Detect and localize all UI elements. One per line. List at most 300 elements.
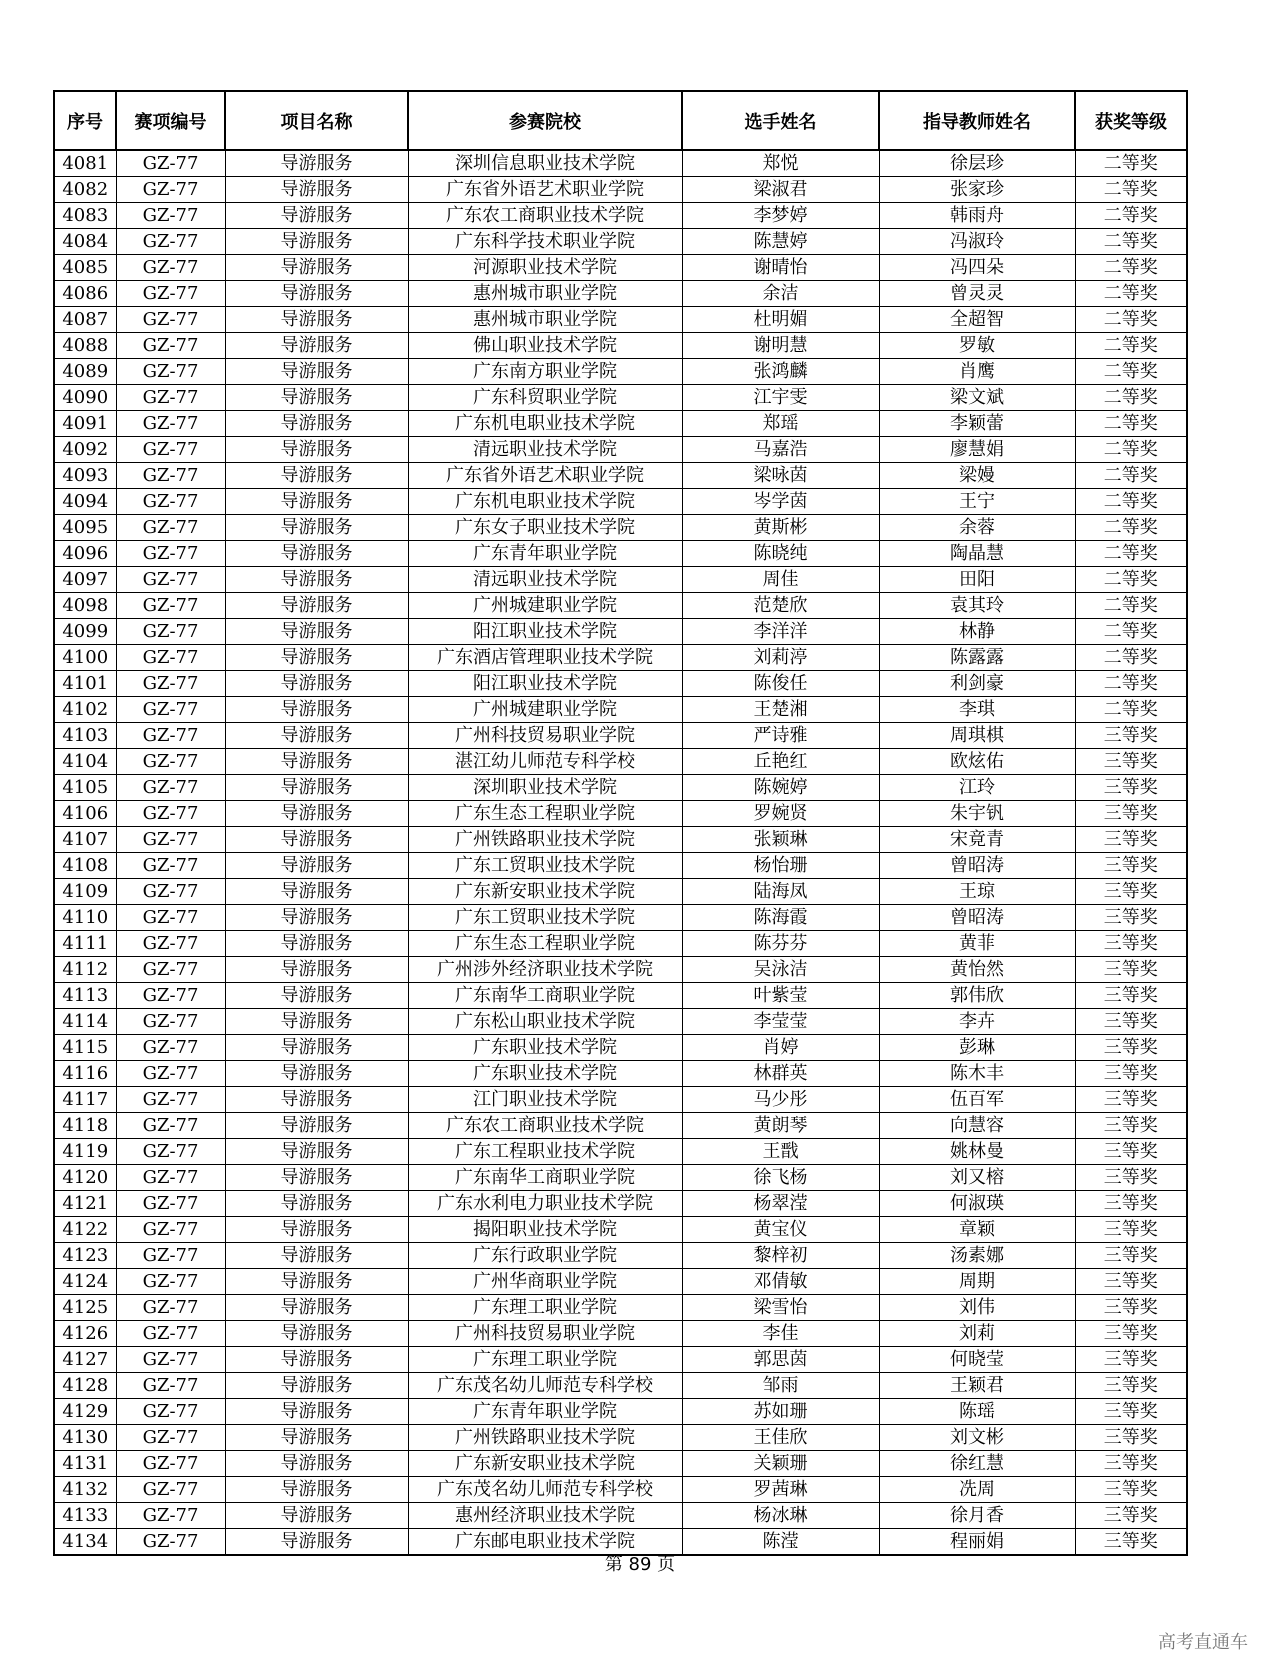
table-row bbox=[54, 645, 1187, 671]
cell-col-school: 江门职业技术学院 bbox=[408, 1087, 682, 1113]
cell-col-index: 4103 bbox=[54, 723, 116, 749]
table-row bbox=[54, 1399, 1187, 1425]
cell-col-school: 广东工贸职业技术学院 bbox=[408, 853, 682, 879]
cell-col-index: 4119 bbox=[54, 1139, 116, 1165]
cell-col-project-name: 导游服务 bbox=[225, 515, 408, 541]
table-row bbox=[54, 931, 1187, 957]
cell-col-event-code: GZ-77 bbox=[116, 1061, 225, 1087]
cell-col-index: 4087 bbox=[54, 307, 116, 333]
table-row bbox=[54, 1217, 1187, 1243]
cell-col-contestant: 黄斯彬 bbox=[682, 515, 879, 541]
cell-col-instructor: 刘伟 bbox=[879, 1295, 1075, 1321]
cell-col-contestant: 吴泳洁 bbox=[682, 957, 879, 983]
cell-col-instructor: 王颖君 bbox=[879, 1373, 1075, 1399]
cell-col-school: 广州城建职业学院 bbox=[408, 593, 682, 619]
table-row bbox=[54, 411, 1187, 437]
cell-col-award: 三等奖 bbox=[1075, 1165, 1187, 1191]
table-row bbox=[54, 1347, 1187, 1373]
cell-col-school: 广东农工商职业技术学院 bbox=[408, 1113, 682, 1139]
cell-col-index: 4110 bbox=[54, 905, 116, 931]
cell-col-contestant: 丘艳红 bbox=[682, 749, 879, 775]
table-row bbox=[54, 177, 1187, 203]
cell-col-instructor: 徐月香 bbox=[879, 1503, 1075, 1529]
cell-col-project-name: 导游服务 bbox=[225, 1477, 408, 1503]
cell-col-instructor: 刘文彬 bbox=[879, 1425, 1075, 1451]
header-col-instructor: 指导教师姓名 bbox=[879, 91, 1075, 150]
cell-col-school: 惠州城市职业学院 bbox=[408, 281, 682, 307]
cell-col-contestant: 陆海凤 bbox=[682, 879, 879, 905]
cell-col-index: 4111 bbox=[54, 931, 116, 957]
cell-col-school: 佛山职业技术学院 bbox=[408, 333, 682, 359]
cell-col-project-name: 导游服务 bbox=[225, 671, 408, 697]
cell-col-instructor: 曾灵灵 bbox=[879, 281, 1075, 307]
cell-col-school: 广东青年职业学院 bbox=[408, 1399, 682, 1425]
header-row bbox=[54, 91, 1187, 150]
cell-col-project-name: 导游服务 bbox=[225, 827, 408, 853]
cell-col-award: 二等奖 bbox=[1075, 463, 1187, 489]
cell-col-school: 广东机电职业技术学院 bbox=[408, 489, 682, 515]
cell-col-school: 河源职业技术学院 bbox=[408, 255, 682, 281]
cell-col-index: 4117 bbox=[54, 1087, 116, 1113]
cell-col-instructor: 陶晶慧 bbox=[879, 541, 1075, 567]
cell-col-project-name: 导游服务 bbox=[225, 1061, 408, 1087]
table-row bbox=[54, 619, 1187, 645]
cell-col-award: 三等奖 bbox=[1075, 1191, 1187, 1217]
table-row bbox=[54, 827, 1187, 853]
cell-col-instructor: 朱宇钒 bbox=[879, 801, 1075, 827]
cell-col-school: 清远职业技术学院 bbox=[408, 437, 682, 463]
cell-col-school: 广东农工商职业技术学院 bbox=[408, 203, 682, 229]
table-row bbox=[54, 1477, 1187, 1503]
cell-col-school: 广东行政职业学院 bbox=[408, 1243, 682, 1269]
cell-col-award: 三等奖 bbox=[1075, 983, 1187, 1009]
cell-col-index: 4116 bbox=[54, 1061, 116, 1087]
cell-col-project-name: 导游服务 bbox=[225, 1373, 408, 1399]
cell-col-contestant: 李洋洋 bbox=[682, 619, 879, 645]
cell-col-contestant: 罗婉贤 bbox=[682, 801, 879, 827]
cell-col-contestant: 陈俊任 bbox=[682, 671, 879, 697]
cell-col-contestant: 杨翠滢 bbox=[682, 1191, 879, 1217]
cell-col-project-name: 导游服务 bbox=[225, 307, 408, 333]
cell-col-contestant: 罗茜琳 bbox=[682, 1477, 879, 1503]
cell-col-instructor: 向慧容 bbox=[879, 1113, 1075, 1139]
cell-col-award: 三等奖 bbox=[1075, 1061, 1187, 1087]
table-row bbox=[54, 385, 1187, 411]
cell-col-event-code: GZ-77 bbox=[116, 1503, 225, 1529]
cell-col-event-code: GZ-77 bbox=[116, 307, 225, 333]
cell-col-award: 二等奖 bbox=[1075, 541, 1187, 567]
cell-col-award: 三等奖 bbox=[1075, 801, 1187, 827]
cell-col-event-code: GZ-77 bbox=[116, 957, 225, 983]
cell-col-instructor: 刘又榕 bbox=[879, 1165, 1075, 1191]
cell-col-instructor: 曾昭涛 bbox=[879, 853, 1075, 879]
cell-col-project-name: 导游服务 bbox=[225, 775, 408, 801]
cell-col-event-code: GZ-77 bbox=[116, 1191, 225, 1217]
cell-col-index: 4133 bbox=[54, 1503, 116, 1529]
cell-col-award: 三等奖 bbox=[1075, 1321, 1187, 1347]
cell-col-project-name: 导游服务 bbox=[225, 1529, 408, 1556]
cell-col-contestant: 李梦婷 bbox=[682, 203, 879, 229]
cell-col-award: 三等奖 bbox=[1075, 723, 1187, 749]
cell-col-index: 4126 bbox=[54, 1321, 116, 1347]
cell-col-award: 三等奖 bbox=[1075, 1113, 1187, 1139]
cell-col-index: 4104 bbox=[54, 749, 116, 775]
cell-col-index: 4107 bbox=[54, 827, 116, 853]
cell-col-project-name: 导游服务 bbox=[225, 255, 408, 281]
cell-col-instructor: 欧炫佑 bbox=[879, 749, 1075, 775]
cell-col-project-name: 导游服务 bbox=[225, 1295, 408, 1321]
cell-col-event-code: GZ-77 bbox=[116, 645, 225, 671]
cell-col-project-name: 导游服务 bbox=[225, 437, 408, 463]
cell-col-event-code: GZ-77 bbox=[116, 1321, 225, 1347]
cell-col-project-name: 导游服务 bbox=[225, 801, 408, 827]
cell-col-school: 广州铁路职业技术学院 bbox=[408, 1425, 682, 1451]
cell-col-school: 广州科技贸易职业学院 bbox=[408, 723, 682, 749]
cell-col-instructor: 林静 bbox=[879, 619, 1075, 645]
cell-col-school: 广东职业技术学院 bbox=[408, 1035, 682, 1061]
table-row bbox=[54, 1165, 1187, 1191]
table-row bbox=[54, 1139, 1187, 1165]
cell-col-project-name: 导游服务 bbox=[225, 1217, 408, 1243]
cell-col-school: 广东省外语艺术职业学院 bbox=[408, 463, 682, 489]
cell-col-index: 4098 bbox=[54, 593, 116, 619]
cell-col-contestant: 王戬 bbox=[682, 1139, 879, 1165]
cell-col-award: 三等奖 bbox=[1075, 957, 1187, 983]
cell-col-instructor: 冯淑玲 bbox=[879, 229, 1075, 255]
awards-table bbox=[53, 90, 1188, 1556]
cell-col-index: 4130 bbox=[54, 1425, 116, 1451]
table-row bbox=[54, 1269, 1187, 1295]
table-row bbox=[54, 150, 1187, 177]
table-row bbox=[54, 203, 1187, 229]
cell-col-award: 三等奖 bbox=[1075, 1451, 1187, 1477]
cell-col-school: 广州涉外经济职业技术学院 bbox=[408, 957, 682, 983]
cell-col-index: 4120 bbox=[54, 1165, 116, 1191]
cell-col-award: 三等奖 bbox=[1075, 1035, 1187, 1061]
cell-col-project-name: 导游服务 bbox=[225, 281, 408, 307]
table-row bbox=[54, 541, 1187, 567]
cell-col-index: 4100 bbox=[54, 645, 116, 671]
table-row bbox=[54, 515, 1187, 541]
table-row bbox=[54, 1295, 1187, 1321]
cell-col-project-name: 导游服务 bbox=[225, 1243, 408, 1269]
cell-col-contestant: 谢明慧 bbox=[682, 333, 879, 359]
cell-col-contestant: 关颖珊 bbox=[682, 1451, 879, 1477]
cell-col-award: 二等奖 bbox=[1075, 593, 1187, 619]
cell-col-school: 揭阳职业技术学院 bbox=[408, 1217, 682, 1243]
cell-col-event-code: GZ-77 bbox=[116, 1399, 225, 1425]
cell-col-award: 二等奖 bbox=[1075, 619, 1187, 645]
cell-col-school: 广东青年职业学院 bbox=[408, 541, 682, 567]
cell-col-award: 三等奖 bbox=[1075, 1399, 1187, 1425]
cell-col-contestant: 黎梓初 bbox=[682, 1243, 879, 1269]
cell-col-contestant: 周佳 bbox=[682, 567, 879, 593]
table-row bbox=[54, 1425, 1187, 1451]
cell-col-index: 4091 bbox=[54, 411, 116, 437]
cell-col-project-name: 导游服务 bbox=[225, 411, 408, 437]
cell-col-event-code: GZ-77 bbox=[116, 281, 225, 307]
cell-col-event-code: GZ-77 bbox=[116, 1009, 225, 1035]
cell-col-instructor: 李颖蕾 bbox=[879, 411, 1075, 437]
cell-col-instructor: 梁嫚 bbox=[879, 463, 1075, 489]
cell-col-instructor: 郭伟欣 bbox=[879, 983, 1075, 1009]
cell-col-index: 4106 bbox=[54, 801, 116, 827]
cell-col-index: 4099 bbox=[54, 619, 116, 645]
cell-col-contestant: 邹雨 bbox=[682, 1373, 879, 1399]
cell-col-contestant: 张鸿麟 bbox=[682, 359, 879, 385]
header-col-award: 获奖等级 bbox=[1075, 91, 1187, 150]
cell-col-project-name: 导游服务 bbox=[225, 593, 408, 619]
cell-col-contestant: 林群英 bbox=[682, 1061, 879, 1087]
cell-col-school: 广东工程职业技术学院 bbox=[408, 1139, 682, 1165]
header-col-project-name: 项目名称 bbox=[225, 91, 408, 150]
cell-col-contestant: 刘莉渟 bbox=[682, 645, 879, 671]
cell-col-award: 三等奖 bbox=[1075, 905, 1187, 931]
header-col-school: 参赛院校 bbox=[408, 91, 682, 150]
cell-col-instructor: 余蓉 bbox=[879, 515, 1075, 541]
cell-col-index: 4081 bbox=[54, 150, 116, 177]
cell-col-event-code: GZ-77 bbox=[116, 853, 225, 879]
cell-col-contestant: 马嘉浩 bbox=[682, 437, 879, 463]
table-row bbox=[54, 879, 1187, 905]
cell-col-project-name: 导游服务 bbox=[225, 905, 408, 931]
cell-col-school: 广东新安职业技术学院 bbox=[408, 1451, 682, 1477]
cell-col-event-code: GZ-77 bbox=[116, 515, 225, 541]
cell-col-award: 二等奖 bbox=[1075, 307, 1187, 333]
cell-col-award: 三等奖 bbox=[1075, 1009, 1187, 1035]
cell-col-award: 三等奖 bbox=[1075, 1269, 1187, 1295]
cell-col-instructor: 彭琳 bbox=[879, 1035, 1075, 1061]
cell-col-instructor: 廖慧娟 bbox=[879, 437, 1075, 463]
cell-col-event-code: GZ-77 bbox=[116, 879, 225, 905]
cell-col-school: 阳江职业技术学院 bbox=[408, 619, 682, 645]
cell-col-project-name: 导游服务 bbox=[225, 150, 408, 177]
cell-col-award: 二等奖 bbox=[1075, 697, 1187, 723]
table-row bbox=[54, 489, 1187, 515]
cell-col-school: 广州铁路职业技术学院 bbox=[408, 827, 682, 853]
cell-col-event-code: GZ-77 bbox=[116, 255, 225, 281]
cell-col-school: 广东省外语艺术职业学院 bbox=[408, 177, 682, 203]
cell-col-school: 广东南华工商职业学院 bbox=[408, 1165, 682, 1191]
cell-col-index: 4105 bbox=[54, 775, 116, 801]
table-row bbox=[54, 567, 1187, 593]
cell-col-project-name: 导游服务 bbox=[225, 1321, 408, 1347]
cell-col-contestant: 苏如珊 bbox=[682, 1399, 879, 1425]
cell-col-school: 广东生态工程职业学院 bbox=[408, 931, 682, 957]
cell-col-project-name: 导游服务 bbox=[225, 645, 408, 671]
cell-col-index: 4132 bbox=[54, 1477, 116, 1503]
cell-col-instructor: 姚林曼 bbox=[879, 1139, 1075, 1165]
cell-col-index: 4083 bbox=[54, 203, 116, 229]
cell-col-contestant: 李佳 bbox=[682, 1321, 879, 1347]
cell-col-project-name: 导游服务 bbox=[225, 697, 408, 723]
cell-col-project-name: 导游服务 bbox=[225, 749, 408, 775]
cell-col-contestant: 黄朗琴 bbox=[682, 1113, 879, 1139]
table-row bbox=[54, 1035, 1187, 1061]
cell-col-event-code: GZ-77 bbox=[116, 333, 225, 359]
table-row bbox=[54, 671, 1187, 697]
table-row bbox=[54, 853, 1187, 879]
cell-col-instructor: 何淑瑛 bbox=[879, 1191, 1075, 1217]
cell-col-index: 4084 bbox=[54, 229, 116, 255]
cell-col-award: 二等奖 bbox=[1075, 411, 1187, 437]
cell-col-instructor: 徐层珍 bbox=[879, 150, 1075, 177]
cell-col-project-name: 导游服务 bbox=[225, 541, 408, 567]
cell-col-project-name: 导游服务 bbox=[225, 1035, 408, 1061]
header-col-index: 序号 bbox=[54, 91, 116, 150]
table-row bbox=[54, 1061, 1187, 1087]
cell-col-index: 4095 bbox=[54, 515, 116, 541]
cell-col-school: 广东理工职业学院 bbox=[408, 1295, 682, 1321]
watermark-text: 高考直通车 bbox=[1158, 1632, 1248, 1653]
cell-col-contestant: 杜明媚 bbox=[682, 307, 879, 333]
cell-col-contestant: 张颖琳 bbox=[682, 827, 879, 853]
cell-col-event-code: GZ-77 bbox=[116, 1477, 225, 1503]
cell-col-instructor: 冼周 bbox=[879, 1477, 1075, 1503]
cell-col-event-code: GZ-77 bbox=[116, 1373, 225, 1399]
cell-col-event-code: GZ-77 bbox=[116, 931, 225, 957]
table-row bbox=[54, 957, 1187, 983]
cell-col-project-name: 导游服务 bbox=[225, 619, 408, 645]
table-row bbox=[54, 1243, 1187, 1269]
table-row bbox=[54, 1321, 1187, 1347]
cell-col-event-code: GZ-77 bbox=[116, 229, 225, 255]
cell-col-event-code: GZ-77 bbox=[116, 437, 225, 463]
cell-col-project-name: 导游服务 bbox=[225, 1139, 408, 1165]
cell-col-school: 广东女子职业技术学院 bbox=[408, 515, 682, 541]
cell-col-award: 二等奖 bbox=[1075, 177, 1187, 203]
cell-col-contestant: 严诗雅 bbox=[682, 723, 879, 749]
cell-col-project-name: 导游服务 bbox=[225, 1113, 408, 1139]
cell-col-contestant: 叶紫莹 bbox=[682, 983, 879, 1009]
cell-col-index: 4085 bbox=[54, 255, 116, 281]
cell-col-event-code: GZ-77 bbox=[116, 489, 225, 515]
table-row bbox=[54, 1191, 1187, 1217]
cell-col-award: 三等奖 bbox=[1075, 827, 1187, 853]
cell-col-index: 4096 bbox=[54, 541, 116, 567]
cell-col-event-code: GZ-77 bbox=[116, 775, 225, 801]
table-row bbox=[54, 281, 1187, 307]
cell-col-project-name: 导游服务 bbox=[225, 957, 408, 983]
cell-col-school: 广东职业技术学院 bbox=[408, 1061, 682, 1087]
cell-col-instructor: 汤素娜 bbox=[879, 1243, 1075, 1269]
cell-col-index: 4092 bbox=[54, 437, 116, 463]
cell-col-instructor: 肖鹰 bbox=[879, 359, 1075, 385]
cell-col-award: 三等奖 bbox=[1075, 1295, 1187, 1321]
cell-col-index: 4094 bbox=[54, 489, 116, 515]
cell-col-event-code: GZ-77 bbox=[116, 1451, 225, 1477]
cell-col-event-code: GZ-77 bbox=[116, 1217, 225, 1243]
cell-col-event-code: GZ-77 bbox=[116, 1165, 225, 1191]
cell-col-contestant: 徐飞杨 bbox=[682, 1165, 879, 1191]
cell-col-school: 广东南方职业学院 bbox=[408, 359, 682, 385]
cell-col-event-code: GZ-77 bbox=[116, 1425, 225, 1451]
cell-col-project-name: 导游服务 bbox=[225, 853, 408, 879]
cell-col-project-name: 导游服务 bbox=[225, 385, 408, 411]
cell-col-award: 二等奖 bbox=[1075, 281, 1187, 307]
cell-col-index: 4114 bbox=[54, 1009, 116, 1035]
cell-col-award: 二等奖 bbox=[1075, 671, 1187, 697]
cell-col-event-code: GZ-77 bbox=[116, 1295, 225, 1321]
cell-col-award: 二等奖 bbox=[1075, 385, 1187, 411]
cell-col-award: 二等奖 bbox=[1075, 567, 1187, 593]
header-col-contestant: 选手姓名 bbox=[682, 91, 879, 150]
cell-col-project-name: 导游服务 bbox=[225, 1503, 408, 1529]
cell-col-award: 二等奖 bbox=[1075, 437, 1187, 463]
cell-col-project-name: 导游服务 bbox=[225, 1399, 408, 1425]
cell-col-instructor: 刘莉 bbox=[879, 1321, 1075, 1347]
cell-col-school: 广东生态工程职业学院 bbox=[408, 801, 682, 827]
cell-col-project-name: 导游服务 bbox=[225, 723, 408, 749]
table-row bbox=[54, 905, 1187, 931]
cell-col-contestant: 谢晴怡 bbox=[682, 255, 879, 281]
cell-col-index: 4118 bbox=[54, 1113, 116, 1139]
cell-col-event-code: GZ-77 bbox=[116, 671, 225, 697]
table-row bbox=[54, 255, 1187, 281]
cell-col-award: 三等奖 bbox=[1075, 1347, 1187, 1373]
cell-col-instructor: 利剑豪 bbox=[879, 671, 1075, 697]
cell-col-project-name: 导游服务 bbox=[225, 177, 408, 203]
cell-col-event-code: GZ-77 bbox=[116, 385, 225, 411]
cell-col-project-name: 导游服务 bbox=[225, 333, 408, 359]
cell-col-contestant: 陈芬芬 bbox=[682, 931, 879, 957]
cell-col-award: 二等奖 bbox=[1075, 645, 1187, 671]
cell-col-event-code: GZ-77 bbox=[116, 177, 225, 203]
cell-col-index: 4093 bbox=[54, 463, 116, 489]
table-row bbox=[54, 307, 1187, 333]
cell-col-index: 4128 bbox=[54, 1373, 116, 1399]
cell-col-instructor: 黄菲 bbox=[879, 931, 1075, 957]
cell-col-contestant: 陈婉婷 bbox=[682, 775, 879, 801]
table-row bbox=[54, 463, 1187, 489]
cell-col-event-code: GZ-77 bbox=[116, 411, 225, 437]
cell-col-award: 三等奖 bbox=[1075, 775, 1187, 801]
table-row bbox=[54, 1113, 1187, 1139]
cell-col-school: 广东科学技术职业学院 bbox=[408, 229, 682, 255]
cell-col-award: 二等奖 bbox=[1075, 333, 1187, 359]
cell-col-school: 广东机电职业技术学院 bbox=[408, 411, 682, 437]
table-row bbox=[54, 1009, 1187, 1035]
cell-col-index: 4113 bbox=[54, 983, 116, 1009]
cell-col-instructor: 周琪棋 bbox=[879, 723, 1075, 749]
table-row bbox=[54, 749, 1187, 775]
cell-col-contestant: 陈海霞 bbox=[682, 905, 879, 931]
cell-col-award: 二等奖 bbox=[1075, 203, 1187, 229]
cell-col-instructor: 田阳 bbox=[879, 567, 1075, 593]
table-row bbox=[54, 437, 1187, 463]
cell-col-school: 惠州城市职业学院 bbox=[408, 307, 682, 333]
cell-col-project-name: 导游服务 bbox=[225, 489, 408, 515]
cell-col-instructor: 袁其玲 bbox=[879, 593, 1075, 619]
cell-col-school: 广东科贸职业学院 bbox=[408, 385, 682, 411]
cell-col-school: 清远职业技术学院 bbox=[408, 567, 682, 593]
table-row bbox=[54, 1373, 1187, 1399]
cell-col-award: 二等奖 bbox=[1075, 150, 1187, 177]
cell-col-project-name: 导游服务 bbox=[225, 1191, 408, 1217]
cell-col-event-code: GZ-77 bbox=[116, 619, 225, 645]
cell-col-contestant: 陈滢 bbox=[682, 1529, 879, 1556]
cell-col-instructor: 张家珍 bbox=[879, 177, 1075, 203]
table-row bbox=[54, 1503, 1187, 1529]
cell-col-contestant: 陈慧婷 bbox=[682, 229, 879, 255]
cell-col-event-code: GZ-77 bbox=[116, 801, 225, 827]
table-row bbox=[54, 983, 1187, 1009]
cell-col-contestant: 王佳欣 bbox=[682, 1425, 879, 1451]
cell-col-contestant: 陈晓纯 bbox=[682, 541, 879, 567]
cell-col-instructor: 黄怡然 bbox=[879, 957, 1075, 983]
cell-col-school: 广州华商职业学院 bbox=[408, 1269, 682, 1295]
cell-col-school: 广州科技贸易职业学院 bbox=[408, 1321, 682, 1347]
